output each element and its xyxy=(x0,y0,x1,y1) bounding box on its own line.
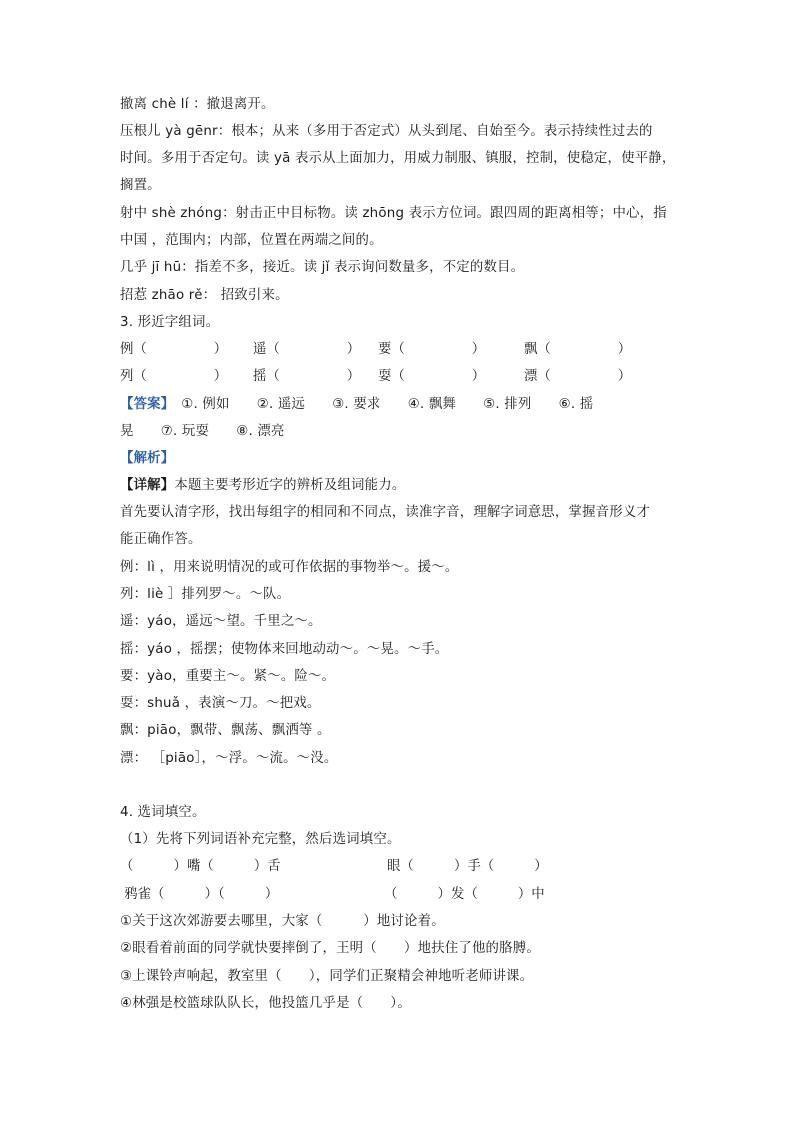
answer-line-continued: 晃 ⑦. 玩耍 ⑧. 漂亮 xyxy=(120,424,285,439)
fill-sentence: ①关于这次郊游要去哪里，大家（ ）地讨论着。 xyxy=(120,914,445,929)
definition-line: 压根儿 yà gēnr：根本；从来（多用于否定式）从头到尾、自始至今。表示持续性过去的 xyxy=(120,124,653,139)
char-group-cell: 耍（ ） xyxy=(378,369,486,384)
answer-tag: 【答案】 xyxy=(120,397,168,412)
detail-line xyxy=(120,477,405,495)
definition-line: 搁置。 xyxy=(120,178,161,193)
detail-text: 本题主要考形近字的辨析及组词能力。 xyxy=(174,478,406,493)
analysis-tag: 【解析】 xyxy=(120,451,175,466)
question-4-subtitle: （1）先将下列词语补充完整，然后选词填空。 xyxy=(120,832,401,847)
char-group-cell: 要（ ） xyxy=(378,342,486,357)
char-group-cell: 例（ ） xyxy=(120,342,228,357)
fill-blank-idiom: （ ）嘴（ ）舌 xyxy=(120,859,281,874)
char-group-cell: 遥（ ） xyxy=(253,342,361,357)
explanation-line: 耍：shuǎ ，表演～刀。～把戏。 xyxy=(120,696,321,711)
intro-line: 首先要认清字形，找出每组字的相同和不同点，读准字音，理解字词意思，掌握音形义才 xyxy=(120,505,651,520)
definition-line: 时间。多用于否定句。读 yā 表示从上面加力，用威力制服、镇服，控制，使稳定，使平静， xyxy=(120,151,676,166)
fill-sentence: ②眼看着前面的同学就快要摔倒了，王明（ ）地扶住了他的胳膊。 xyxy=(120,941,540,956)
answer-line xyxy=(120,396,593,414)
fill-sentence: ③上课铃声响起，教室里（ ），同学们正聚精会神地听老师讲课。 xyxy=(120,969,534,984)
definition-line: 撤离 chè lí ：撤退离开。 xyxy=(120,97,275,112)
explanation-line: 漂： ［piāo］，～浮。～流。～没。 xyxy=(120,751,338,766)
explanation-line: 飘：piāo，飘带、飘荡、飘洒等 。 xyxy=(120,723,331,738)
fill-sentence: ④林强是校篮球队队长，他投篮几乎是（ ）。 xyxy=(120,996,411,1011)
explanation-line: 摇：yáo ，摇摆；使物体来回地动动～。～晃。～手。 xyxy=(120,642,449,657)
definition-line: 中国 ，范围内；内部，位置在两端之间的。 xyxy=(120,233,383,248)
explanation-line: 要：yào，重要主～。紧～。险～。 xyxy=(120,669,336,684)
char-group-cell: 摇（ ） xyxy=(253,369,361,384)
explanation-line: 例：lì ，用来说明情况的或可作依据的事物举～。援～。 xyxy=(120,560,459,575)
answer-text: ①. 例如 ②. 遥远 ③. 要求 ④. 飘舞 ⑤. 排列 ⑥. 摇 xyxy=(167,397,594,412)
char-group-cell: 漂（ ） xyxy=(524,369,632,384)
fill-blank-idiom: （ ）发（ ）中 xyxy=(384,887,545,902)
explanation-line: 列：liè ］排列罗～。～队。 xyxy=(120,587,291,602)
definition-line: 射中 shè zhóng：射击正中目标物。读 zhōng 表示方位词。跟四周的距离相等；中心，指 xyxy=(120,206,667,221)
question-4-title: 4. 选词填空。 xyxy=(120,805,206,820)
fill-blank-idiom: 眼（ ）手（ ） xyxy=(387,859,548,874)
definition-line: 招惹 zhāo rě： 招致引来。 xyxy=(120,288,289,303)
char-group-cell: 列（ ） xyxy=(120,369,228,384)
char-group-cell: 飘（ ） xyxy=(524,342,632,357)
intro-line: 能正确作答。 xyxy=(120,532,202,547)
explanation-line: 遥：yáo，遥远～望。千里之～。 xyxy=(120,614,322,629)
fill-blank-idiom: 鸦雀（ ）（ ） xyxy=(120,887,279,902)
definition-line: 几乎 jī hū：指差不多，接近。读 jǐ 表示询问数量多，不定的数目。 xyxy=(120,260,525,275)
detail-tag: 【详解】 xyxy=(120,478,175,493)
question-3-title: 3. 形近字组词。 xyxy=(120,315,220,330)
